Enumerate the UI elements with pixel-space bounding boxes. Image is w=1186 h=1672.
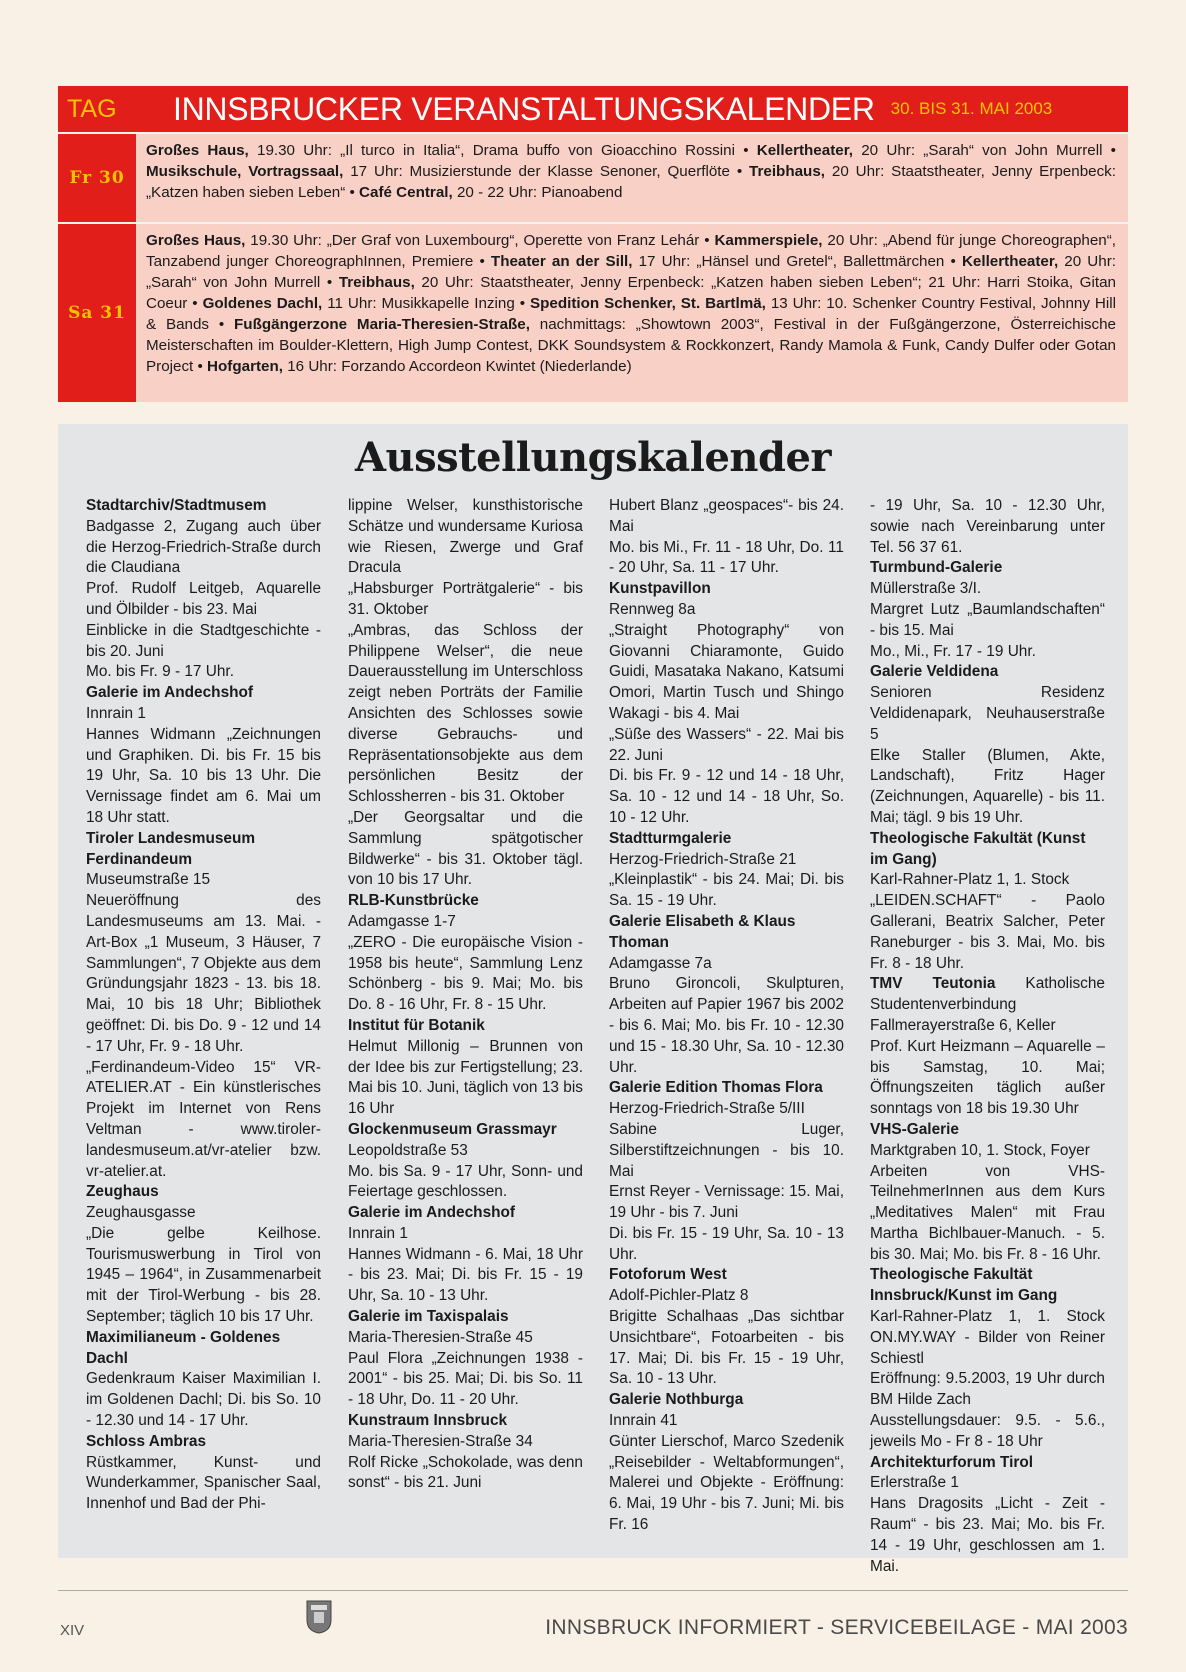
exhibition-detail: Margret Lutz „Baumlandschaften“ - bis 15. Mai	[870, 600, 1105, 639]
venue-heading: Institut für Botanik	[348, 1016, 485, 1034]
exhibition-detail: Günter Lierschof, Marco Szedenik „Reisebilder - Weltabformungen“, Malerei und Objekte - Eröffnung: 6. Mai, 19 Uhr - bis 7. Juni; Mi. bis Fr. 16	[609, 1432, 844, 1534]
event-venue: Café Central,	[359, 184, 453, 201]
exhibition-detail: „Die gelbe Keilhose. Tourismuswerbung in Tirol von 1945 – 1964“, in Zusammenarbeit mit der Tirol-Werbung - bis 28. September; täglich 10 bis 17 Uhr.	[86, 1224, 321, 1326]
event-venue: Spedition Schenker, St. Bartlmä,	[529, 295, 766, 312]
event-details: 20 Uhr: Staatstheater, Jenny Erpenbeck: „Katzen haben sieben Leben“; 21 Uhr: Harri Stoika, Gitan Coeur	[146, 274, 1116, 312]
venue-heading: Stadtarchiv/Stadtmusem	[86, 497, 267, 514]
event-venue: Großes Haus,	[146, 232, 246, 249]
bullet-separator: •	[734, 142, 757, 159]
bullet-separator: •	[320, 274, 339, 291]
bullet-separator: •	[514, 295, 530, 312]
exhibition-detail: Innrain 41	[609, 1412, 678, 1430]
venue-heading: Galerie im Andechshof	[348, 1204, 516, 1222]
event-details: 11 Uhr: Musikkapelle Inzing	[322, 295, 515, 312]
event-venue: Goldenes Dachl,	[202, 295, 323, 312]
venue-heading: Theologische Fakultät Innsbruck/Kunst im Gang	[870, 1266, 1058, 1305]
exhibition-detail: - 19 Uhr, Sa. 10 - 12.30 Uhr, sowie nach Vereinbarung unter Tel. 56 37 61.	[870, 497, 1105, 556]
event-venue: Fußgängerzone Maria-Theresien-Straße,	[234, 316, 530, 333]
exhibition-detail: Neueröffnung des Landesmuseums am 13. Mai. - Art-Box „1 Museum, 3 Häuser, 7 Sammlungen“, 7 Objekte aus dem Gründungsjahr 1823 - 13. bis 18. Mai, 10 bis 18 Uhr; Bibliothek geöffnet: Di. bis Do. 9 - 12 und 14 - 17 Uhr, Fr. 9 - 18 Uhr.	[86, 892, 321, 1055]
event-details: 20 Uhr: Staatstheater, Jenny Erpenbeck: „Katzen haben sieben Leben“	[146, 163, 1116, 201]
exhibition-detail: Hannes Widmann - 6. Mai, 18 Uhr - bis 23. Mai; Di. bis Fr. 15 - 19 Uhr, Sa. 10 - 13 Uhr.	[348, 1245, 583, 1305]
exhibition-detail: Müllerstraße 3/I.	[870, 580, 982, 598]
exhibition-detail: Mo. bis Sa. 9 - 17 Uhr, Sonn- und Feiertage geschlossen.	[348, 1162, 583, 1201]
bullet-separator: •	[699, 232, 715, 249]
exhibition-detail: „Ferdinandeum-Video 15“ VR-ATELIER.AT - Ein künstlerisches Projekt im Internet von Rens Veltman - www.tiroler-landesmuseum.at/vr-atelier bzw. vr-atelier.at.	[86, 1058, 321, 1180]
event-details: 20 Uhr: „Abend für junge Choreographen“, Tanzabend junger ChoreographInnen, Premiere	[146, 232, 1117, 270]
exhibition-detail: Adamgasse 7a	[609, 954, 712, 972]
exhibition-detail: Hubert Blanz „geospaces“- bis 24. Mai	[609, 497, 844, 535]
exhibition-detail: Maria-Theresien-Straße 34	[348, 1432, 533, 1450]
exhibition-detail: Bruno Gironcoli, Skulpturen, Arbeiten auf Papier 1967 bis 2002 - bis 6. Mai; Mo. bis Fr. 10 - 12.30 und 15 - 18.30 Uhr, Sa. 10 - 12.30 Uhr.	[609, 975, 844, 1076]
exhibition-detail: Herzog-Friedrich-Straße 21	[609, 850, 797, 868]
exhibition-detail: Sabine Luger, Silberstiftzeichnungen - bis 10. Mai	[609, 1120, 844, 1180]
exhibition-detail: Prof. Rudolf Leitgeb, Aquarelle und Ölbilder - bis 23. Mai	[86, 580, 321, 618]
day-row-friday	[58, 132, 1128, 222]
event-venue: Großes Haus,	[146, 142, 249, 159]
bullet-separator: •	[729, 163, 750, 180]
exhibition-detail: Adamgasse 1-7	[348, 912, 456, 930]
footer-divider	[58, 1590, 1128, 1591]
exhibition-detail: Badgasse 2, Zugang auch über die Herzog-Friedrich-Straße durch die Claudiana	[86, 517, 321, 577]
page-number: XIV	[60, 1622, 85, 1639]
exhibition-detail: Karl-Rahner-Platz 1, 1. Stock	[870, 871, 1070, 889]
venue-heading: Galerie im Andechshof	[86, 684, 254, 702]
exhibition-detail: Mo. bis Mi., Fr. 11 - 18 Uhr, Do. 11 - 20 Uhr, Sa. 11 - 17 Uhr.	[609, 538, 844, 577]
exhibition-detail: Marktgraben 10, 1. Stock, Foyer	[870, 1141, 1090, 1159]
event-details: 19.30 Uhr: „Der Graf von Luxembourg“, Operette von Franz Lehár	[245, 232, 700, 249]
bullet-separator: •	[1102, 142, 1117, 159]
event-venue: Kellertheater,	[756, 142, 853, 159]
exhibition-detail: Prof. Kurt Heizmann – Aquarelle – bis Samstag, 10. Mai; Öffnungszeiten täglich außer sonntags von 18 bis 19.30 Uhr	[870, 1037, 1105, 1118]
event-venue: Theater an der Sill,	[490, 253, 633, 270]
exhibition-detail: „Ambras, das Schloss der Philippene Welser“, die neue Dauerausstellung im Unterschloss zeigt neben Porträts der Familie Ansichten des Schlosses sowie diverse Gebrauchs- und Repräsentationsobjekte aus dem persönlichen Besitz der Schlossherren - bis 31. Oktober	[348, 621, 583, 806]
exhibition-detail: Karl-Rahner-Platz 1, 1. Stock ON.MY.WAY - Bilder von Reiner Schiestl	[870, 1308, 1105, 1367]
calendar-header	[58, 86, 1128, 132]
exhibition-detail: Leopoldstraße 53	[348, 1141, 468, 1159]
venue-heading: Galerie Nothburga	[609, 1391, 744, 1409]
event-details: 17 Uhr: Musizierstunde der Klasse Senoner, Querflöte	[343, 163, 730, 180]
exhibition-detail: Rüstkammer, Kunst- und Wunderkammer, Spanischer Saal, Innenhof und Bad der Phi-	[86, 1453, 321, 1513]
exhibition-detail: Adolf-Pichler-Platz 8	[609, 1287, 749, 1305]
day-label: Sa 31	[58, 224, 136, 402]
venue-heading: Fotoforum West	[609, 1266, 727, 1284]
event-details: 19.30 Uhr: „Il turco in Italia“, Drama buffo von Gioacchino Rossini	[248, 142, 735, 159]
event-details: 20 Uhr: „Sarah“ von John Murrell	[853, 142, 1103, 159]
venue-heading: Turmbund-Galerie	[870, 559, 1003, 577]
exhibition-detail: Di. bis Fr. 15 - 19 Uhr, Sa. 10 - 13 Uhr.	[609, 1224, 844, 1263]
exhibition-detail: Di. bis Fr. 9 - 12 und 14 - 18 Uhr, Sa. 10 - 12 und 14 - 18 Uhr, So. 10 - 12 Uhr.	[609, 767, 844, 826]
event-details: 20 - 22 Uhr: Pianoabend	[452, 184, 623, 201]
exhibition-detail: Innrain 1	[348, 1224, 408, 1242]
event-venue: Kammerspiele,	[714, 232, 823, 249]
venue-heading: Galerie Elisabeth & Klaus Thoman	[609, 912, 796, 951]
exhibition-detail: Hannes Widmann „Zeichnungen und Graphiken. Di. bis Fr. 15 bis 19 Uhr, Sa. 10 bis 13 Uhr. Die Vernissage findet am 6. Mai um 18 Uhr statt.	[86, 725, 321, 826]
venue-heading: Glockenmuseum Grassmayr	[348, 1120, 557, 1138]
exhibition-detail: Helmut Millonig – Brunnen von der Idee bis zur Fertigstellung; 23. Mai bis 10. Juni, täglich von 13 bis 16 Uhr	[348, 1037, 583, 1118]
exhibition-detail: Gedenkraum Kaiser Maximilian I. im Goldenen Dachl; Di. bis So. 10 - 12.30 und 14 - 17 Uhr.	[86, 1370, 321, 1430]
header-date-range: 30. BIS 31. MAI 2003	[890, 99, 1053, 118]
event-venue: Treibhaus,	[749, 163, 825, 180]
venue-heading-suffix: Katholische Studentenverbindung	[870, 975, 1105, 1014]
exhibition-detail: „Straight Photography“ von Giovanni Chiaramonte, Guido Guidi, Masataka Nakano, Katsumi Omori, Martin Tusch und Shingo Wakagi - bis 4. Mai	[609, 621, 844, 722]
exhibition-detail: Zeughausgasse	[86, 1204, 196, 1222]
event-venue: Kellertheater,	[961, 253, 1059, 270]
bullet-separator: •	[345, 184, 360, 201]
exhibition-detail: „Süße des Wassers“ - 22. Mai bis 22. Juni	[609, 725, 844, 764]
exhibition-detail: Hans Dragosits „Licht - Zeit - Raum“ - bis 23. Mai; Mo. bis Fr. 14 - 19 Uhr, geschlossen am 1. Mai.	[870, 1495, 1105, 1575]
exhibition-column	[609, 496, 844, 1536]
bullet-separator: •	[187, 295, 203, 312]
exhibition-detail: Paul Flora „Zeichnungen 1938 - 2001“ - bis 25. Mai; Di. bis So. 11 - 18 Uhr, Do. 11 - 20 Uhr.	[348, 1349, 583, 1409]
exhibition-detail: Eröffnung: 9.5.2003, 19 Uhr durch BM Hilde Zach	[870, 1370, 1105, 1409]
exhibition-detail: Rolf Ricke „Schokolade, was denn sonst“ - bis 21. Juni	[348, 1453, 583, 1492]
venue-heading: Kunstraum Innsbruck	[348, 1412, 508, 1430]
day-events	[136, 134, 1128, 222]
venue-heading: RLB-Kunstbrücke	[348, 892, 479, 910]
venue-heading: Theologische Fakultät (Kunst im Gang)	[870, 829, 1086, 868]
exhibition-detail: Ausstellungsdauer: 9.5. - 5.6., jeweils Mo - Fr 8 - 18 Uhr	[870, 1412, 1105, 1450]
venue-heading	[870, 974, 1105, 1016]
event-details: nachmittags: „Showtown 2003“, Festival in der Fußgängerzone, Österreichische Meisterschaften im Boulder-Klettern, High Jump Contest, DKK Soundsystem & Rockkonzert, Randy Mamola & Funk, Candy Dulfer oder Gotan Project	[146, 316, 1116, 375]
exhibition-detail: „Kleinplastik“ - bis 24. Mai; Di. bis Sa. 15 - 19 Uhr.	[609, 871, 844, 910]
exhibition-title: Ausstellungskalender	[355, 434, 831, 481]
exhibition-detail: Museumstraße 15	[86, 871, 211, 889]
venue-heading: Stadtturmgalerie	[609, 829, 732, 847]
bullet-separator: •	[193, 358, 208, 375]
exhibition-detail: „Der Georgsaltar und die Sammlung spätgotischer Bildwerke“ - bis 31. Oktober tägl. von 10 bis 17 Uhr.	[348, 808, 583, 889]
venue-heading: Galerie Edition Thomas Flora	[609, 1079, 823, 1097]
exhibition-detail: lippine Welser, kunsthistorische Schätze und wundersame Kuriosa wie Riesen, Zwerge und Graf Dracula	[348, 497, 583, 577]
day-events	[136, 224, 1128, 402]
venue-heading: Zeughaus	[86, 1183, 159, 1201]
event-details: 17 Uhr: „Hänsel und Gretel“, Ballettmärchen	[632, 253, 945, 270]
venue-heading: Architekturforum Tirol	[870, 1453, 1034, 1471]
venue-heading: VHS-Galerie	[870, 1120, 959, 1138]
exhibition-detail: Mo. bis Fr. 9 - 17 Uhr.	[86, 663, 234, 681]
exhibition-detail: Arbeiten von VHS-TeilnehmerInnen aus dem Kurs „Meditatives Malen“ mit Frau Martha Bichlbauer-Manuch. - 5. bis 30. Mai; Mo. bis Fr. 8 - 16 Uhr.	[870, 1162, 1105, 1263]
city-crest-icon	[306, 1600, 332, 1634]
venue-heading: Kunstpavillon	[609, 580, 711, 598]
venue-heading: Tiroler Landesmuseum Ferdinandeum	[86, 829, 256, 868]
event-venue: Treibhaus,	[338, 274, 415, 291]
exhibition-detail: Maria-Theresien-Straße 45	[348, 1328, 533, 1346]
exhibition-detail: Erlerstraße 1	[870, 1474, 959, 1492]
venue-heading: Galerie Veldidena	[870, 663, 999, 681]
venue-heading: Schloss Ambras	[86, 1432, 207, 1450]
venue-heading: Maximilianeum - Goldenes Dachl	[86, 1328, 281, 1367]
exhibition-detail: Fallmerayerstraße 6, Keller	[870, 1016, 1056, 1034]
day-label: Fr 30	[58, 134, 136, 222]
exhibition-detail: „LEIDEN.SCHAFT“ - Paolo Gallerani, Beatrix Salcher, Peter Raneburger - bis 3. Mai, Mo. bis Fr. 8 - 18 Uhr.	[870, 892, 1105, 972]
exhibition-detail: Einblicke in die Stadtgeschichte - bis 20. Juni	[86, 621, 321, 660]
bullet-separator: •	[944, 253, 962, 270]
exhibition-detail: Ernst Reyer - Vernissage: 15. Mai, 19 Uhr - bis 7. Juni	[609, 1183, 844, 1222]
exhibition-column	[870, 496, 1105, 1577]
exhibition-detail: Mo., Mi., Fr. 17 - 19 Uhr.	[870, 642, 1036, 660]
venue-heading: Galerie im Taxispalais	[348, 1308, 509, 1326]
day-row-saturday	[58, 222, 1128, 402]
event-details: 13 Uhr: 10. Schenker Country Festival, Johnny Hill & Bands	[146, 295, 1116, 333]
exhibition-column	[348, 496, 583, 1494]
header-tag: TAG	[67, 94, 117, 123]
bullet-separator: •	[209, 316, 235, 333]
exhibition-calendar	[58, 424, 1128, 1575]
event-details: 20 Uhr: „Sarah“ von John Murrell	[146, 253, 1116, 291]
bullet-separator: •	[473, 253, 491, 270]
exhibition-detail: „Habsburger Porträtgalerie“ - bis 31. Oktober	[348, 580, 583, 618]
event-venue: Hofgarten,	[207, 358, 283, 375]
venue-heading-name: TMV Teutonia	[870, 975, 996, 993]
exhibition-detail: Senioren Residenz Veldidenapark, Neuhauserstraße 5	[870, 684, 1105, 743]
header-title: INNSBRUCKER VERANSTALTUNGSKALENDER	[173, 90, 875, 127]
exhibition-detail: „ZERO - Die europäische Vision - 1958 bis heute“, Sammlung Lenz Schönberg - bis 9. Mai; Mo. bis Do. 8 - 16 Uhr, Fr. 8 - 15 Uhr.	[348, 933, 583, 1014]
publication-footer: INNSBRUCK INFORMIERT - SERVICEBEILAGE - MAI 2003	[545, 1616, 1128, 1639]
exhibition-detail: Brigitte Schalhaas „Das sichtbar Unsichtbare“, Fotoarbeiten - bis 17. Mai; Di. bis Fr. 15 - 19 Uhr, Sa. 10 - 13 Uhr.	[609, 1308, 844, 1388]
exhibition-detail: Herzog-Friedrich-Straße 5/III	[609, 1100, 805, 1118]
exhibition-detail: Innrain 1	[86, 704, 146, 722]
exhibition-detail: Elke Staller (Blumen, Akte, Landschaft), Fritz Hager (Zeichnungen, Aquarelle) - bis 11. Mai; tägl. 9 bis 19 Uhr.	[870, 746, 1105, 826]
exhibition-column	[86, 496, 321, 1515]
event-venue: Musikschule, Vortragssaal,	[146, 163, 344, 180]
exhibition-detail: Rennweg 8a	[609, 600, 696, 618]
event-details: 16 Uhr: Forzando Accordeon Kwintet (Niederlande)	[282, 358, 632, 375]
